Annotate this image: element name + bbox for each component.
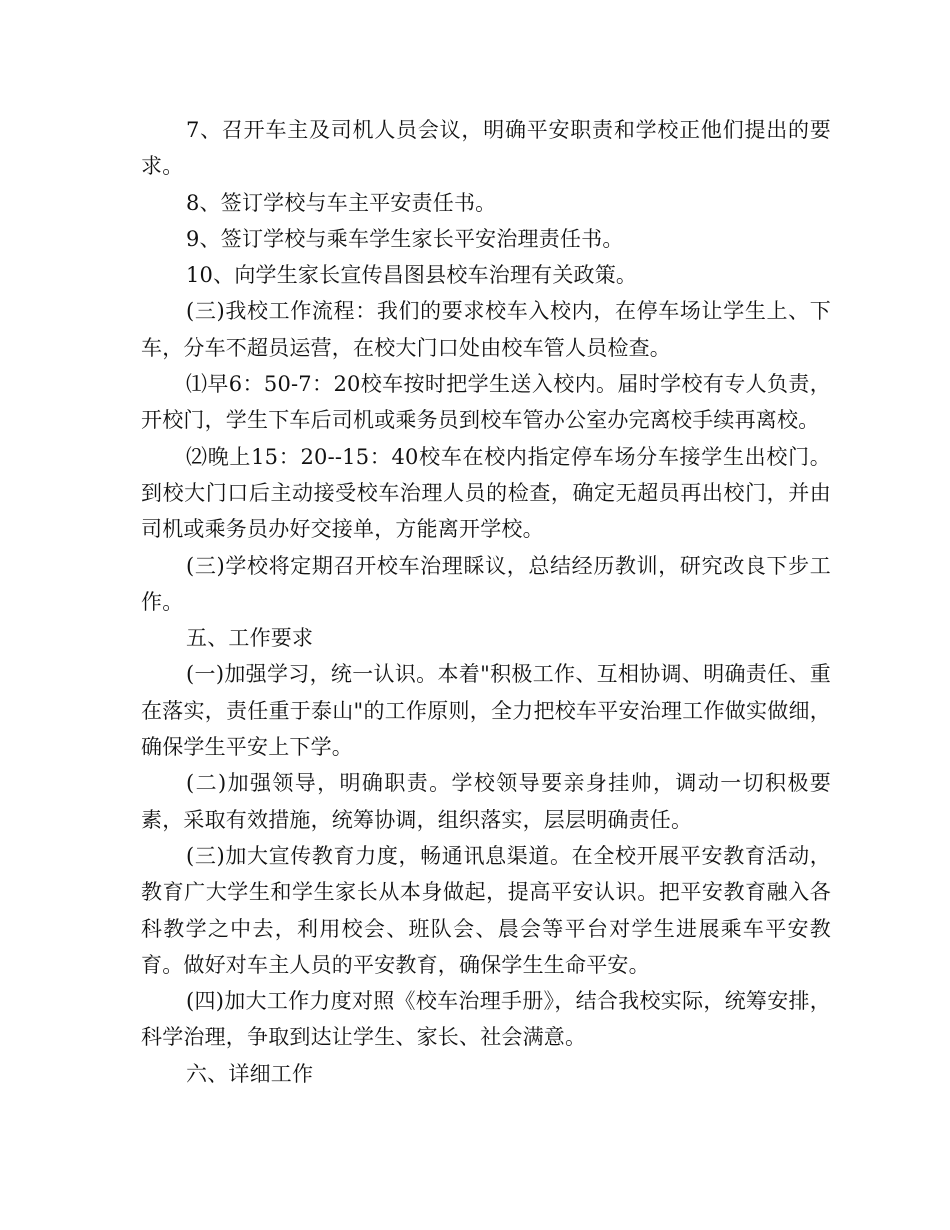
paragraph-requirement-3: (三)加大宣传教育力度，畅通讯息渠道。在全校开展平安教育活动，教育广大学生和学生家长从本身做起，提高平安认识。把平安教育融入各科教学之中去，利用校会、班队会、晨会等平台对学生进展乘车平安教育。做好对车主人员的平安教育，确保学生生命平安。 [141, 843, 831, 977]
paragraph-requirement-4: (四)加大工作力度对照《校车治理手册》，结合我校实际，统筹安排，科学治理，争取到达让学生、家长、社会满意。 [141, 989, 831, 1050]
paragraph-item-7: 7、召开车主及司机人员会议，明确平安职责和学校正他们提出的要求。 [141, 118, 831, 179]
paragraph-regular-meeting: (三)学校将定期召开校车治理睬议，总结经历教训，研究改良下步工作。 [141, 553, 831, 614]
section-heading-work-requirements: 五、工作要求 [186, 626, 314, 651]
document-body [141, 112, 831, 1092]
section-heading-detailed-work: 六、详细工作 [186, 1061, 314, 1086]
paragraph-evening-schedule: ⑵晚上15：20--15：40校车在校内指定停车场分车接学生出校门。到校大门口后主动接受校车治理人员的检查，确定无超员再出校门，并由司机或乘务员办好交接单，方能离开学校。 [141, 444, 831, 542]
paragraph-work-process: (三)我校工作流程：我们的要求校车入校内，在停车场让学生上、下车，分车不超员运营，在校大门口处由校车管人员检查。 [141, 299, 831, 360]
paragraph-requirement-2: (二)加强领导，明确职责。学校领导要亲身挂帅，调动一切积极要素，采取有效措施，统筹协调，组织落实，层层明确责任。 [141, 771, 831, 832]
paragraph-requirement-1: (一)加强学习，统一认识。本着"积极工作、互相协调、明确责任、重在落实，责任重于泰山"的工作原则，全力把校车平安治理工作做实做细，确保学生平安上下学。 [141, 662, 831, 760]
paragraph-item-10: 10、向学生家长宣传昌图县校车治理有关政策。 [186, 263, 638, 288]
paragraph-item-8: 8、签订学校与车主平安责任书。 [186, 190, 497, 215]
paragraph-item-9: 9、签订学校与乘车学生家长平安治理责任书。 [186, 226, 624, 251]
paragraph-morning-schedule: ⑴早6：50-7：20校车按时把学生送入校内。届时学校有专人负责，开校门，学生下车后司机或乘务员到校车管办公室办完离校手续再离校。 [141, 372, 831, 433]
